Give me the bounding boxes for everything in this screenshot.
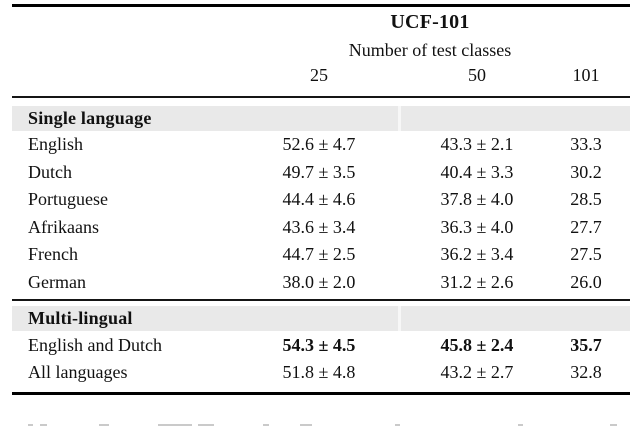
cell-101: 32.8 xyxy=(570,362,602,383)
cell-50: 40.4 ± 3.3 xyxy=(440,161,514,182)
section-header-single-language xyxy=(12,106,630,131)
cell-50: 31.2 ± 2.6 xyxy=(440,271,514,292)
cell-25: 51.8 ± 4.8 xyxy=(282,362,356,383)
column-header-row xyxy=(12,63,630,87)
table-row xyxy=(12,241,630,269)
column-header-101: 101 xyxy=(572,64,600,85)
section-header-label: Multi-lingual xyxy=(28,308,133,328)
cell-25: 38.0 ± 2.0 xyxy=(282,271,356,292)
column-seam xyxy=(398,106,401,131)
table-row xyxy=(12,159,630,187)
cell-25: 52.6 ± 4.7 xyxy=(282,134,356,155)
bottom-rule xyxy=(12,392,630,395)
table-row xyxy=(12,214,630,242)
row-label: English xyxy=(28,134,84,155)
row-label: English and Dutch xyxy=(28,334,162,355)
cropped-caption-fragment xyxy=(0,423,640,428)
cell-101: 33.3 xyxy=(570,134,602,155)
cell-50: 45.8 ± 2.4 xyxy=(440,334,514,355)
cell-50: 43.3 ± 2.1 xyxy=(440,134,514,155)
cell-25: 44.4 ± 4.6 xyxy=(282,189,356,210)
cell-50: 36.2 ± 3.4 xyxy=(440,244,514,265)
cell-50: 43.2 ± 2.7 xyxy=(440,362,514,383)
row-label: French xyxy=(28,244,78,265)
section-header-label: Single language xyxy=(28,108,152,128)
table-row xyxy=(12,269,630,297)
cell-25: 54.3 ± 4.5 xyxy=(282,334,356,355)
row-label: Dutch xyxy=(28,161,72,182)
cell-101: 28.5 xyxy=(570,189,602,210)
column-header-25: 25 xyxy=(310,64,328,85)
cell-101: 26.0 xyxy=(570,271,602,292)
section-header-multi-lingual xyxy=(12,306,630,331)
cell-25: 43.6 ± 3.4 xyxy=(282,216,356,237)
column-seam xyxy=(398,306,401,331)
cell-50: 37.8 ± 4.0 xyxy=(440,189,514,210)
cell-101: 27.5 xyxy=(570,244,602,265)
row-label: Afrikaans xyxy=(28,216,99,237)
top-rule xyxy=(12,4,630,7)
table-row xyxy=(12,186,630,214)
column-header-50: 50 xyxy=(468,64,486,85)
cell-25: 44.7 ± 2.5 xyxy=(282,244,356,265)
cell-101: 27.7 xyxy=(570,216,602,237)
cell-101: 35.7 xyxy=(570,334,602,355)
table-row-best-result xyxy=(12,332,630,360)
section-rule xyxy=(12,299,630,301)
table-subtitle: Number of test classes xyxy=(348,40,512,60)
table-row xyxy=(12,359,630,387)
row-label: All languages xyxy=(28,362,128,383)
row-label: German xyxy=(28,271,86,292)
table-title: UCF-101 xyxy=(390,11,470,33)
cell-25: 49.7 ± 3.5 xyxy=(282,161,356,182)
table-row xyxy=(12,131,630,159)
cell-50: 36.3 ± 4.0 xyxy=(440,216,514,237)
row-label: Portuguese xyxy=(28,189,108,210)
header-rule xyxy=(12,96,630,98)
cell-101: 30.2 xyxy=(570,161,602,182)
